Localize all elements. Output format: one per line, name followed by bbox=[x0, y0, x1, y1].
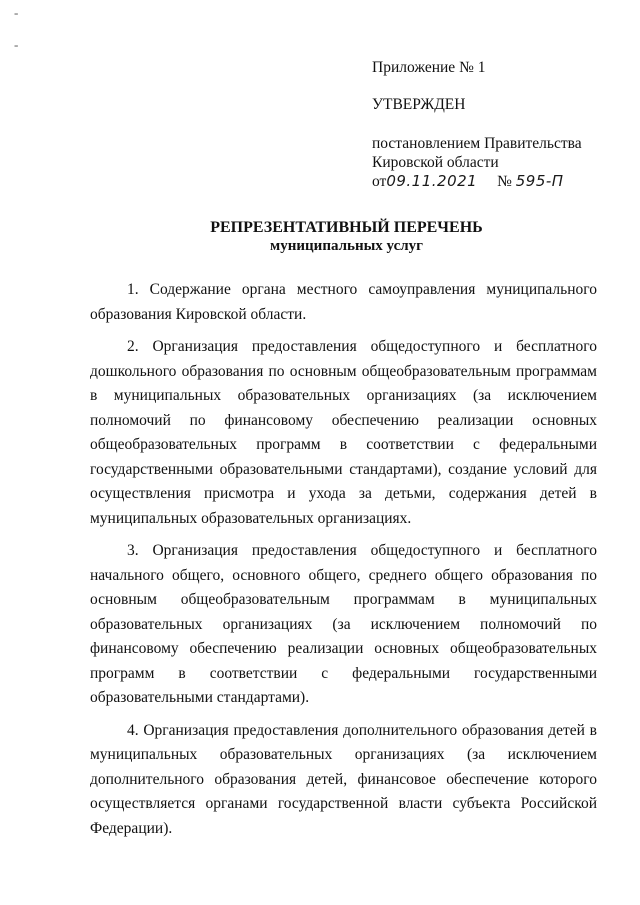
handwritten-date: 09.11.2021 bbox=[386, 172, 478, 190]
date-prefix: от bbox=[372, 173, 387, 190]
list-item: 1. Содержание органа местного самоуправления муниципального образования Кировской области. bbox=[90, 281, 597, 323]
handwritten-number: 595-П bbox=[515, 172, 564, 190]
number-prefix: № bbox=[497, 173, 512, 190]
list-item: 4. Организация предоставления дополнительного образования детей в муниципальных образовательных организациях (за исключением дополнительного образования детей, финансовое обеспечение которого осуществляется органами государственной власти субъекта Российской Федерации). bbox=[90, 721, 597, 837]
services-list bbox=[90, 278, 597, 849]
appendix-label: Приложение № 1 bbox=[372, 59, 486, 76]
document-title: РЕПРЕЗЕНТАТИВНЫЙ ПЕРЕЧЕНЬ bbox=[210, 219, 483, 236]
approval-stamp bbox=[372, 58, 622, 191]
document-subtitle: муниципальных услуг bbox=[270, 238, 423, 254]
list-item: 3. Организация предоставления общедоступного и бесплатного начального общего, основного общего, среднего общего образования по основным общеобразовательным программам в муниципальных образовательных организациях (за исключением полномочий по финансовому обеспечению реализации основных общеобразовательных программ в соответствии с федеральными государственными образовательными стандартами). bbox=[90, 542, 597, 706]
approved-label: УТВЕРЖДЕН bbox=[372, 96, 466, 113]
list-item: 2. Организация предоставления общедоступного и бесплатного дошкольного образования по основным общеобразовательным программам в муниципальных образовательных организациях (за исключением полномочий по финансовому обеспечению реализации основных общеобразовательных программ в соответствии с федеральными государственными образовательными стандартами), создание условий для осуществления присмотра и ухода за детьми, содержания детей в муниципальных образовательных организациях. bbox=[90, 338, 597, 527]
margin-mark: - bbox=[14, 5, 19, 20]
resolution-line-2: Кировской области bbox=[372, 154, 499, 171]
margin-mark: - bbox=[14, 37, 19, 52]
resolution-date-number bbox=[372, 172, 622, 191]
resolution-line-1: постановлением Правительства bbox=[372, 135, 582, 152]
